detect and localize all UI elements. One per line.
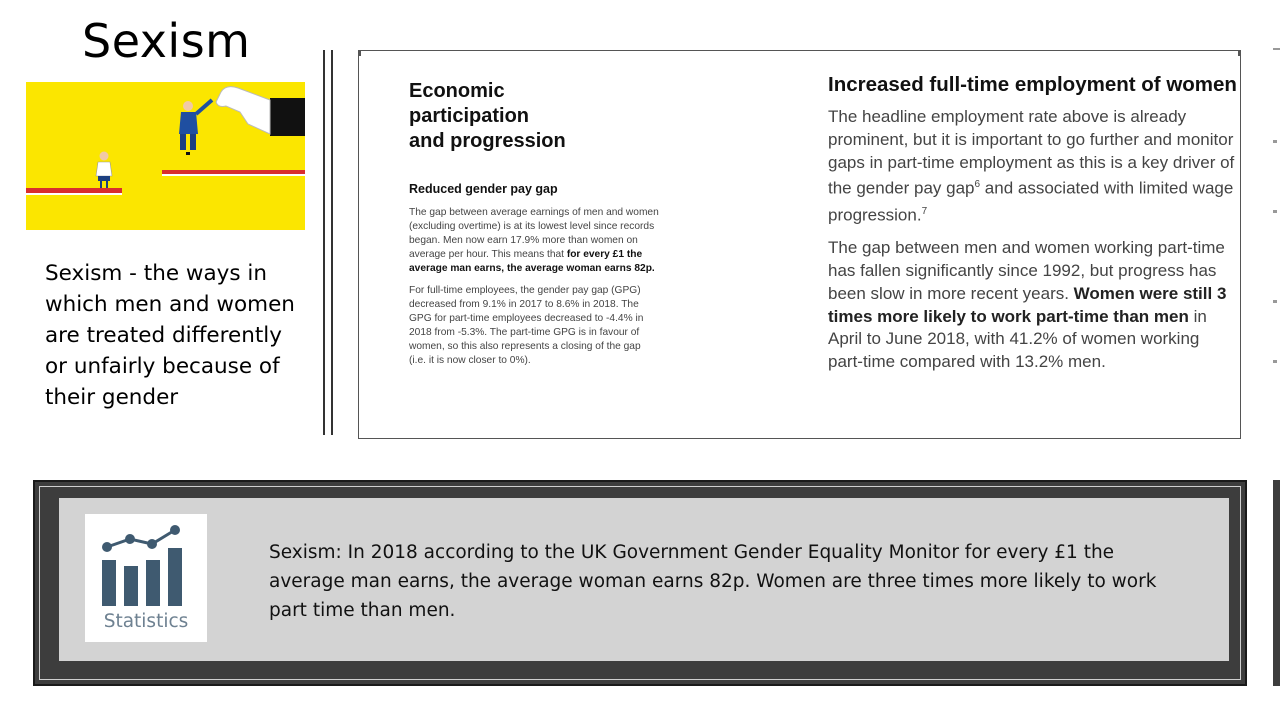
statistics-panel: [59, 498, 1229, 661]
document-excerpt: [358, 50, 1241, 439]
employment-paragraph: [828, 106, 1238, 227]
economic-participation-column: [409, 79, 659, 376]
employment-heading: Increased full-time employment of women: [828, 73, 1237, 96]
next-slide-edge: [1273, 140, 1277, 143]
pay-gap-subheading: Reduced gender pay gap: [409, 182, 558, 196]
statistics-card: [85, 514, 207, 642]
statistics-label: Statistics: [103, 611, 189, 632]
full-time-gap-paragraph: For full-time employees, the gender pay gap (GPG) decreased from 9.1% in 2017 to 8.6% in 2018. The GPG for part-time employees decreased to -4.4% in 2018 from -5.3%. The part-time GPG is in favour of women, so this also represents a closing of the gap (i.e. it is now closer to 0%).: [409, 285, 644, 366]
next-slide-edge: [1273, 210, 1277, 213]
slide-title: Sexism: [82, 14, 251, 68]
heading-line: and progression: [409, 130, 566, 152]
card-corner-mark: [359, 50, 361, 56]
part-time-paragraph: [828, 237, 1238, 374]
career-ladder-illustration: [26, 82, 305, 230]
footnote-ref: 6: [974, 179, 981, 191]
sexism-definition: Sexism - the ways in which men and women are treated differently or unfairly because of their gender: [45, 261, 295, 410]
vertical-divider: [323, 50, 333, 435]
heading-line: Economic: [409, 80, 505, 102]
paragraph-text: The gap between men and women working part-time has fallen significantly since 1992, but progress has been slow in more recent years.: [828, 238, 1225, 303]
paragraph-emphasis: for every £1 the average man earns, the average woman earns 82p.: [409, 249, 655, 274]
statistics-summary: Sexism: In 2018 according to the UK Government Gender Equality Monitor for every £1 the average man earns, the average woman earns 82p. Women are three times more likely to work part time than men.: [269, 542, 1157, 621]
paragraph-text: The gap between average earnings of men and women (excluding overtime) is at its lowest level since records began. Men now earn 17.9% more than women on average per hour. This means that: [409, 207, 659, 260]
paragraph-emphasis: Women were still 3 times more likely to work part-time than men: [828, 283, 1227, 326]
next-slide-edge: [1273, 48, 1280, 50]
next-slide-edge: [1273, 360, 1277, 363]
paragraph-text: in April to June 2018, with 41.2% of women working part-time compared with 13.2% men.: [828, 306, 1207, 372]
footnote-ref: 7: [921, 205, 928, 217]
card-corner-mark: [1238, 50, 1240, 56]
paragraph-text: The headline employment rate above is already prominent, but it is important to go further and monitor gaps in part-time employment as this is a key driver of the gender pay gap: [828, 107, 1235, 199]
next-slide-edge: [1273, 480, 1280, 686]
paragraph-text: and associated with limited wage progression.: [828, 179, 1234, 225]
pay-gap-paragraph: [409, 206, 659, 276]
next-slide-edge: [1273, 300, 1277, 303]
heading-line: participation: [409, 105, 530, 127]
statistics-frame: [33, 480, 1247, 686]
bar-chart-trend-icon: [99, 522, 193, 608]
ladder-of-career-illustration: [26, 82, 305, 230]
section-heading: [409, 79, 659, 154]
full-time-employment-column: [828, 72, 1238, 384]
